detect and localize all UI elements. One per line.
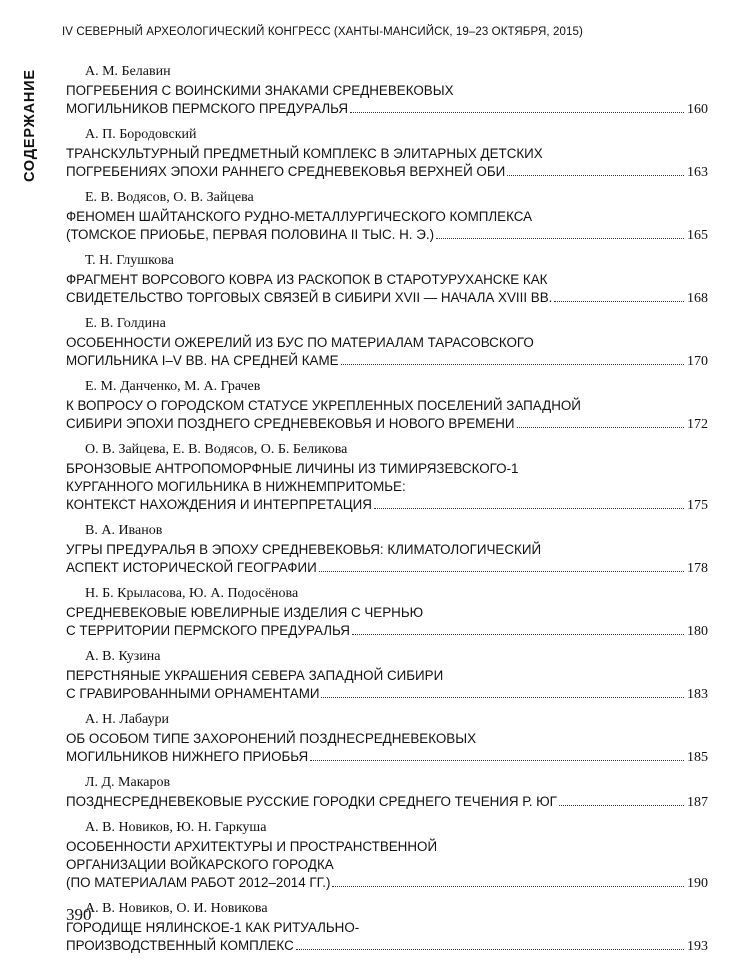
entry-page-number: 180 [687, 624, 708, 639]
entry-title-line [66, 838, 708, 856]
entry-authors: А. Н. Лабаури [85, 712, 170, 727]
entry-title-text: ФРАГМЕНТ ВОРСОВОГО КОВРА ИЗ РАСКОПОК В СТАРОТУРУХАНСКЕ КАК [66, 272, 548, 287]
toc-entry[interactable] [66, 442, 708, 515]
entry-title-line [66, 460, 708, 478]
entry-title-text: ОСОБЕННОСТИ ОЖЕРЕЛИЙ ИЗ БУС ПО МАТЕРИАЛАМ ТАРАСОВСКОГО [66, 335, 534, 350]
entry-title-text: ПРОИЗВОДСТВЕННЫЙ КОМПЛЕКС [66, 938, 294, 953]
entry-authors: О. В. Зайцева, Е. В. Водясов, О. Б. Беликова [85, 442, 348, 457]
toc-entry[interactable] [66, 190, 708, 245]
entry-page-number: 175 [687, 498, 708, 513]
entry-title-line [66, 559, 708, 578]
toc-entry[interactable] [66, 712, 708, 767]
entry-title-text: ФЕНОМЕН ШАЙТАНСКОГО РУДНО-МЕТАЛЛУРГИЧЕСКОГО КОМПЛЕКСА [66, 209, 533, 224]
entry-title-text: ОРГАНИЗАЦИИ ВОЙКАРСКОГО ГОРОДКА [66, 857, 334, 872]
entry-page-number: 187 [687, 795, 708, 810]
dot-leader [321, 697, 684, 698]
entry-page-number: 170 [687, 354, 708, 369]
entry-page-number: 185 [687, 750, 708, 765]
entry-page-number: 168 [687, 291, 708, 306]
entry-title-line [66, 100, 708, 119]
entry-page-number: 160 [687, 102, 708, 117]
entry-title-text: ОБ ОСОБОМ ТИПЕ ЗАХОРОНЕНИЙ ПОЗДНЕСРЕДНЕВЕКОВЫХ [66, 731, 477, 746]
section-label-vertical: СОДЕРЖАНИЕ [22, 69, 38, 182]
table-of-contents [66, 64, 708, 964]
toc-entry[interactable] [66, 775, 708, 812]
entry-title-text: АСПЕКТ ИСТОРИЧЕСКОЙ ГЕОГРАФИИ [66, 560, 317, 575]
entry-authors: Е. В. Голдина [85, 316, 166, 331]
dot-leader [559, 805, 684, 806]
entry-page-number: 190 [687, 876, 708, 891]
entry-title-text: СИБИРИ ЭПОХИ ПОЗДНЕГО СРЕДНЕВЕКОВЬЯ И НОВОГО ВРЕМЕНИ [66, 416, 515, 431]
entry-authors: Т. Н. Глушкова [85, 253, 174, 268]
entry-page-number: 165 [687, 228, 708, 243]
dot-leader [350, 112, 684, 113]
entry-title-line [66, 604, 708, 622]
entry-authors: Е. В. Водясов, О. В. Зайцева [85, 190, 254, 205]
dot-leader [332, 886, 684, 887]
dot-leader [352, 634, 684, 635]
entry-title-text: ТРАНСКУЛЬТУРНЫЙ ПРЕДМЕТНЫЙ КОМПЛЕКС В ЭЛИТАРНЫХ ДЕТСКИХ [66, 146, 543, 161]
dot-leader [554, 301, 684, 302]
toc-entry[interactable] [66, 253, 708, 308]
entry-title-text: КУРГАННОГО МОГИЛЬНИКА В НИЖНЕМПРИТОМЬЕ: [66, 479, 406, 494]
toc-entry[interactable] [66, 64, 708, 119]
dot-leader [507, 175, 684, 176]
entry-title-text: С ТЕРРИТОРИИ ПЕРМСКОГО ПРЕДУРАЛЬЯ [66, 623, 350, 638]
entry-title-line [66, 541, 708, 559]
dot-leader [341, 364, 684, 365]
entry-title-line [66, 271, 708, 289]
entry-title-line [66, 793, 708, 812]
entry-title-text: ПОГРЕБЕНИЯХ ЭПОХИ РАННЕГО СРЕДНЕВЕКОВЬЯ ВЕРХНЕЙ ОБИ [66, 164, 506, 179]
entry-title-text: СВИДЕТЕЛЬСТВО ТОРГОВЫХ СВЯЗЕЙ В СИБИРИ XVII — НАЧАЛА XVIII ВВ. [66, 290, 553, 305]
entry-authors: А. В. Кузина [85, 649, 161, 664]
entry-title-line [66, 748, 708, 767]
toc-entry[interactable] [66, 901, 708, 956]
dot-leader [436, 238, 684, 239]
entry-title-line [66, 685, 708, 704]
entry-title-line [66, 874, 708, 893]
entry-title-text: ПОГРЕБЕНИЯ С ВОИНСКИМИ ЗНАКАМИ СРЕДНЕВЕКОВЫХ [66, 83, 454, 98]
entry-title-text: КОНТЕКСТ НАХОЖДЕНИЯ И ИНТЕРПРЕТАЦИЯ [66, 497, 372, 512]
entry-title-line [66, 478, 708, 496]
entry-authors: Н. Б. Крыласова, Ю. А. Подосёнова [85, 586, 299, 601]
entry-authors: Л. Д. Макаров [85, 775, 171, 790]
entry-title-text: СРЕДНЕВЕКОВЫЕ ЮВЕЛИРНЫЕ ИЗДЕЛИЯ С ЧЕРНЬЮ [66, 605, 424, 620]
entry-authors: А. В. Новиков, О. И. Новикова [85, 901, 268, 916]
entry-title-line [66, 730, 708, 748]
entry-title-line [66, 82, 708, 100]
entry-title-text: ПЕРСТНЯНЫЕ УКРАШЕНИЯ СЕВЕРА ЗАПАДНОЙ СИБИРИ [66, 668, 444, 683]
entry-title-line [66, 145, 708, 163]
entry-title-text: (ПО МАТЕРИАЛАМ РАБОТ 2012–2014 ГГ.) [66, 875, 331, 890]
entry-title-text: БРОНЗОВЫЕ АНТРОПОМОРФНЫЕ ЛИЧИНЫ ИЗ ТИМИРЯЗЕВСКОГО-1 [66, 461, 519, 476]
toc-entry[interactable] [66, 523, 708, 578]
entry-title-line [66, 937, 708, 956]
running-header: IV СЕВЕРНЫЙ АРХЕОЛОГИЧЕСКИЙ КОНГРЕСС (ХАНТЫ-МАНСИЙСК, 19–23 ОКТЯБРЯ, 2015) [62, 26, 583, 38]
entry-authors: В. А. Иванов [85, 523, 163, 538]
entry-title-line [66, 289, 708, 308]
entry-title-text: (ТОМСКОЕ ПРИОБЬЕ, ПЕРВАЯ ПОЛОВИНА II ТЫС. Н. Э.) [66, 227, 435, 242]
toc-entry[interactable] [66, 379, 708, 434]
entry-authors: А. П. Бородовский [85, 127, 197, 142]
toc-entry[interactable] [66, 586, 708, 641]
entry-title-line [66, 856, 708, 874]
entry-title-text: ПОЗДНЕСРЕДНЕВЕКОВЫЕ РУССКИЕ ГОРОДКИ СРЕДНЕГО ТЕЧЕНИЯ Р. ЮГ [66, 794, 557, 809]
page-number: 390 [66, 905, 92, 924]
entry-page-number: 163 [687, 165, 708, 180]
entry-title-line [66, 415, 708, 434]
entry-title-text: С ГРАВИРОВАННЫМИ ОРНАМЕНТАМИ [66, 686, 320, 701]
toc-entry[interactable] [66, 649, 708, 704]
entry-title-line [66, 352, 708, 371]
dot-leader [374, 508, 684, 509]
entry-page-number: 172 [687, 417, 708, 432]
entry-authors: А. М. Белавин [85, 64, 171, 79]
dot-leader [319, 571, 684, 572]
entry-title-line [66, 667, 708, 685]
entry-title-line [66, 397, 708, 415]
entry-title-text: МОГИЛЬНИКА I–V ВВ. НА СРЕДНЕЙ КАМЕ [66, 353, 339, 368]
entry-title-line [66, 622, 708, 641]
entry-page-number: 193 [687, 939, 708, 954]
entry-authors: А. В. Новиков, Ю. Н. Гаркуша [85, 820, 267, 835]
entry-title-line [66, 496, 708, 515]
entry-title-line [66, 163, 708, 182]
entry-title-line [66, 226, 708, 245]
entry-title-text: К ВОПРОСУ О ГОРОДСКОМ СТАТУСЕ УКРЕПЛЕННЫХ ПОСЕЛЕНИЙ ЗАПАДНОЙ [66, 398, 581, 413]
toc-entry[interactable] [66, 316, 708, 371]
entry-page-number: 178 [687, 561, 708, 576]
dot-leader [310, 760, 684, 761]
entry-title-text: МОГИЛЬНИКОВ ПЕРМСКОГО ПРЕДУРАЛЬЯ [66, 101, 349, 116]
entry-page-number: 183 [687, 687, 708, 702]
entry-title-text: ОСОБЕННОСТИ АРХИТЕКТУРЫ И ПРОСТРАНСТВЕННОЙ [66, 839, 438, 854]
entry-title-text: УГРЫ ПРЕДУРАЛЬЯ В ЭПОХУ СРЕДНЕВЕКОВЬЯ: КЛИМАТОЛОГИЧЕСКИЙ [66, 542, 542, 557]
toc-entry[interactable] [66, 127, 708, 182]
entry-title-line [66, 208, 708, 226]
entry-title-text: ГОРОДИЩЕ НЯЛИНСКОЕ-1 КАК РИТУАЛЬНО- [66, 920, 360, 935]
toc-entry[interactable] [66, 820, 708, 893]
dot-leader [517, 427, 684, 428]
entry-title-line [66, 919, 708, 937]
entry-title-line [66, 334, 708, 352]
entry-title-text: МОГИЛЬНИКОВ НИЖНЕГО ПРИОБЬЯ [66, 749, 309, 764]
dot-leader [296, 949, 684, 950]
entry-authors: Е. М. Данченко, М. А. Грачев [85, 379, 261, 394]
